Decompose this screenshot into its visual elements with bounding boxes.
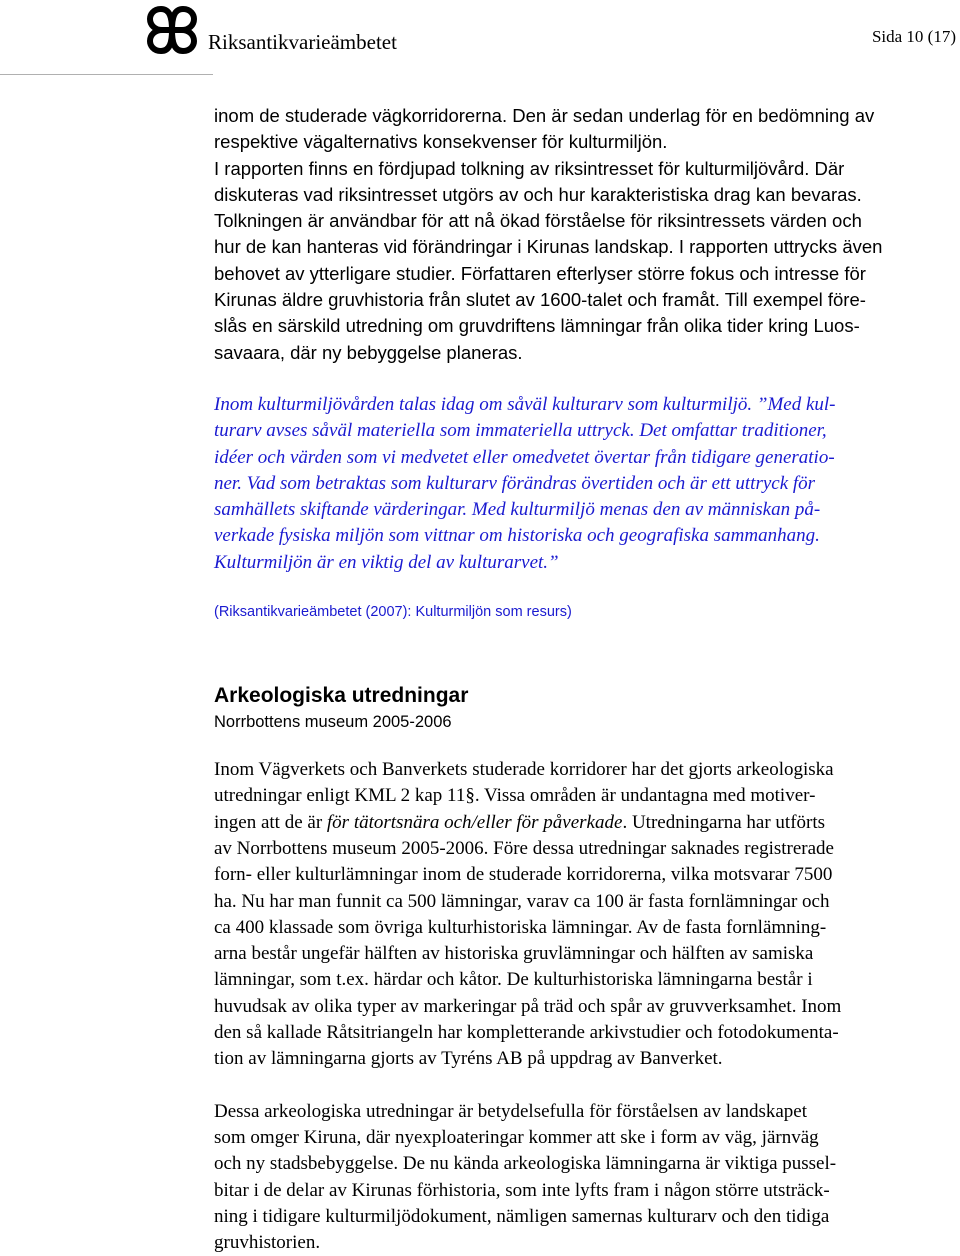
text-line: slås en särskild utredning om gruvdriftens lämningar från olika tider kring Luos- <box>214 315 860 337</box>
page-number: Sida 10 (17) <box>871 27 956 46</box>
text-line: behovet av ytterligare studier. Författaren efterlyser större fokus och intresse för <box>214 262 866 284</box>
text-line: Inom Vägverkets och Banverkets studerade korridorer har det gjorts arkeologiska <box>214 759 834 781</box>
text-line: arna består ungefär hälften av historiska gruvlämningar och hälften av samiska <box>214 943 814 965</box>
riksantikvarieambetet-logo-icon <box>146 4 198 56</box>
text-line: I rapporten finns en fördjupad tolkning av riksintresset för kulturmiljövård. Där <box>214 157 845 179</box>
text-line: hur de kan hanteras vid förändringar i Kirunas landskap. I rapporten uttrycks även <box>214 236 883 258</box>
text-line: gruvhistorien. <box>214 1232 321 1254</box>
text-line: Tolkningen är användbar för att nå ökad förståelse för riksintressets värden och <box>214 210 862 232</box>
text-line: Dessa arkeologiska utredningar är betydelsefulla för förståelsen av landskapet <box>214 1100 807 1122</box>
quote-line: idéer och värden som vi medvetet eller omedvetet övertar från tidigare generatio- <box>214 446 835 468</box>
text-line: och ny stadsbebyggelse. De nu kända arkeologiska lämningarna är viktiga pussel- <box>214 1153 837 1175</box>
text-line: inom de studerade vägkorridorerna. Den är sedan underlag för en bedömning av <box>214 105 875 126</box>
text-line: forn- eller kulturlämningar inom de studerade korridorerna, vilka motsvarar 7500 <box>214 864 833 886</box>
text-line: respektive vägalternativs konsekvenser för kulturmiljön. <box>214 131 668 153</box>
text-line: ingen att de är för tätortsnära och/eller för påverkade. Utredningarna har utförts <box>214 811 826 833</box>
intro-paragraph <box>214 103 956 366</box>
quote-line: Inom kulturmiljövården talas idag om såväl kulturarv som kulturmiljö. ”Med kul- <box>214 393 836 415</box>
section-paragraph-2 <box>214 1099 956 1256</box>
section-paragraph-1 <box>214 757 956 1073</box>
quote-line: samhällets skiftande värderingar. Med kulturmiljö menas den av människan på- <box>214 499 821 521</box>
quote-block <box>214 392 956 576</box>
text-line: som omger Kiruna, där nyexploateringar kommer att ske i form av väg, järnväg <box>214 1126 819 1148</box>
text-line: Kirunas äldre gruvhistoria från slutet av 1600-talet och framåt. Till exempel före- <box>214 289 866 311</box>
quote-line: turarv avses såväl materiella som immateriella uttryck. Det omfattar traditioner, <box>214 420 827 442</box>
text-line: diskuteras vad riksintresset utgörs av och hur karakteristiska drag kan bevaras. <box>214 183 862 205</box>
quote-line: Kulturmiljön är en viktig del av kulturarvet.” <box>214 551 559 573</box>
text-line: ca 400 klassade som övriga kulturhistoriska lämningar. Av de fasta fornlämning- <box>214 916 827 938</box>
organization-name: Riksantikvarieämbetet <box>208 30 397 54</box>
text-line: tion av lämningarna gjorts av Tyréns AB på uppdrag av Banverket. <box>214 1048 723 1070</box>
text-line: lämningar, som t.ex. härdar och kåtor. De kulturhistoriska lämningarna består i <box>214 969 813 991</box>
header-divider <box>0 74 213 75</box>
text-line: bitar i de delar av Kirunas förhistoria, som inte lyfts fram i någon större utsträck- <box>214 1179 830 1201</box>
text-line: ha. Nu har man funnit ca 500 lämningar, varav ca 100 är fasta fornlämningar och <box>214 890 830 912</box>
section-title: Arkeologiska utredningar <box>214 684 469 708</box>
text-line: utredningar enligt KML 2 kap 11§. Vissa områden är undantagna med motiver- <box>214 785 816 807</box>
page-content <box>214 103 956 1256</box>
emphasized-text: för tätortsnära och/eller för påverkade <box>326 811 623 833</box>
text-line: den så kallade Råtsitriangeln har kompletterande arkivstudier och fotodokumenta- <box>214 1022 839 1044</box>
quote-source: (Riksantikvarieämbetet (2007): Kulturmiljön som resurs) <box>214 604 572 621</box>
text-line: ning i tidigare kulturmiljödokument, nämligen samernas kulturarv och den tidiga <box>214 1205 830 1227</box>
page-header <box>0 0 960 80</box>
text-line: savaara, där ny bebyggelse planeras. <box>214 341 523 363</box>
text-line: av Norrbottens museum 2005-2006. Före dessa utredningar saknades registrerade <box>214 837 834 859</box>
section-subtitle: Norrbottens museum 2005-2006 <box>214 713 452 732</box>
quote-line: ner. Vad som betraktas som kulturarv förändras övertiden och är ett uttryck för <box>214 472 816 494</box>
text-line: huvudsak av olika typer av markeringar på träd och spår av gruvverksamhet. Inom <box>214 995 842 1017</box>
quote-line: verkade fysiska miljön som vittnar om historiska och geografiska sammanhang. <box>214 525 820 547</box>
